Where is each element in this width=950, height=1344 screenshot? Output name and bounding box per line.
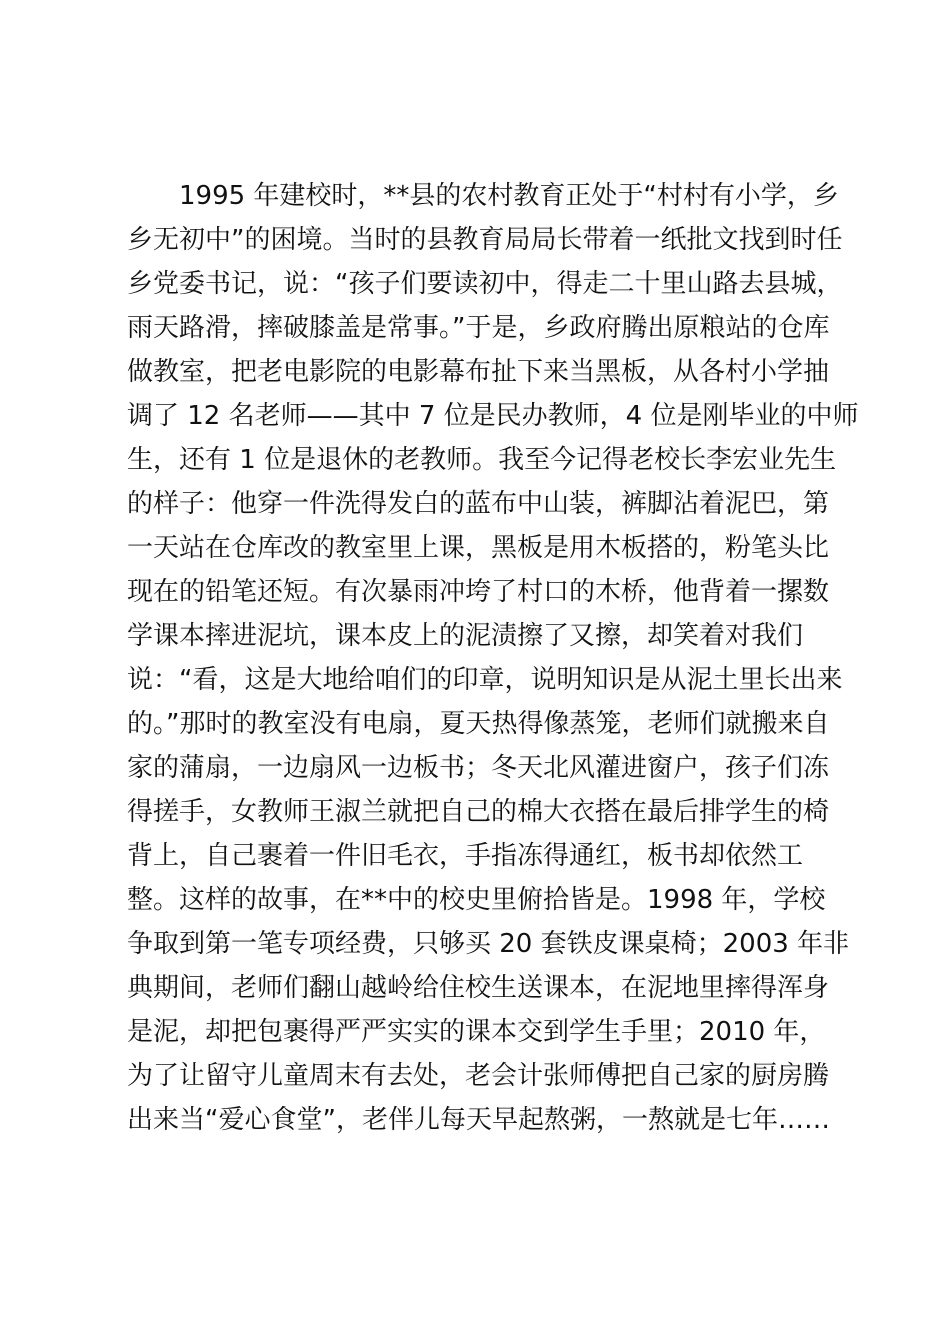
paragraph-line: 一天站在仓库改的教室里上课，黑板是用木板搭的，粉笔头比 (127, 533, 830, 563)
paragraph-line: 乡党委书记，说：“孩子们要读初中，得走二十里山路去县城， (127, 269, 843, 299)
paragraph-line: 争取到第一笔专项经费，只够买 20 套铁皮课桌椅；2003 年非 (127, 929, 850, 959)
paragraph-line: 典期间，老师们翻山越岭给住校生送课本，在泥地里摔得浑身 (127, 973, 830, 1003)
paragraph-line: 做教室，把老电影院的电影幕布扯下来当黑板，从各村小学抽 (127, 357, 830, 387)
paragraph-line: 整。这样的故事，在**中的校史里俯拾皆是。1998 年，学校 (127, 885, 826, 915)
paragraph-line: 为了让留守儿童周末有去处，老会计张师傅把自己家的厨房腾 (127, 1061, 830, 1091)
paragraph-line: 调了 12 名老师——其中 7 位是民办教师，4 位是刚毕业的中师 (127, 401, 859, 431)
paragraph-line: 家的蒲扇，一边扇风一边板书；冬天北风灌进窗户，孩子们冻 (127, 753, 830, 783)
paragraph-line: 是泥，却把包裹得严严实实的课本交到学生手里；2010 年， (127, 1017, 826, 1047)
body-paragraph (127, 174, 859, 1142)
paragraph-line: 雨天路滑，摔破膝盖是常事。”于是，乡政府腾出原粮站的仓库 (127, 313, 830, 343)
paragraph-line: 说：“看，这是大地给咱们的印章，说明知识是从泥土里长出来 (127, 665, 843, 695)
paragraph-line: 的。”那时的教室没有电扇，夏天热得像蒸笼，老师们就搬来自 (127, 709, 830, 739)
paragraph-line: 背上，自己裹着一件旧毛衣，手指冻得通红，板书却依然工 (127, 841, 804, 871)
paragraph-line: 现在的铅笔还短。有次暴雨冲垮了村口的木桥，他背着一摞数 (127, 577, 830, 607)
paragraph-line: 的样子：他穿一件洗得发白的蓝布中山装，裤脚沾着泥巴，第 (127, 489, 830, 519)
paragraph-line: 学课本摔进泥坑，课本皮上的泥渍擦了又擦，却笑着对我们 (127, 621, 804, 651)
paragraph-line: 生，还有 1 位是退休的老教师。我至今记得老校长李宏业先生 (127, 445, 837, 475)
paragraph-line: 乡无初中”的困境。当时的县教育局局长带着一纸批文找到时任 (127, 225, 843, 255)
paragraph-line: 得搓手，女教师王淑兰就把自己的棉大衣搭在最后排学生的椅 (127, 797, 830, 827)
paragraph-line: 出来当“爱心食堂”，老伴儿每天早起熬粥，一熬就是七年…… (127, 1105, 830, 1135)
paragraph-line: 1995 年建校时，**县的农村教育正处于“村村有小学，乡 (179, 181, 839, 211)
